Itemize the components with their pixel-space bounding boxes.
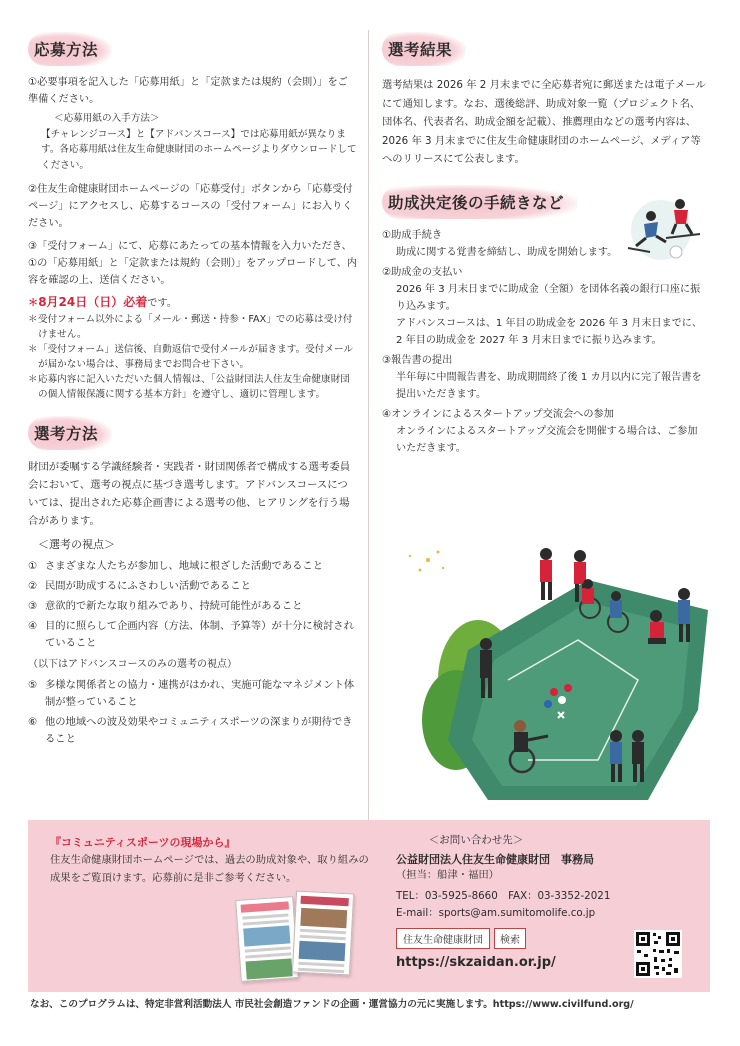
search-input[interactable]: 住友生命健康財団 — [396, 928, 490, 949]
winter-sports-illustration — [606, 182, 716, 262]
bottom-note: なお、このプログラムは、特定非営利活動法人 市民社会創造ファンドの企画・運営協力の元に実施します。https://www.civilfund.org/ — [30, 999, 634, 1010]
note-item: ＊ 応募内容に記入いただいた個人情報は、「公益財団法人住友生命健康財団の個人情報保護に関する基本方針」を遵守し、適切に管理します。 — [28, 374, 350, 400]
community-title: 『コミュニティスポーツの現場から』 — [50, 836, 236, 849]
criteria-item: ⑤ 多様な関係者との協力・連携がはかれ、実施可能なマネジメント体制が整っていること — [28, 679, 355, 708]
selection-heading: 選考方法 — [28, 416, 112, 450]
after-item-text: オンラインによるスタートアップ交流会を開催する場合は、ご参加いただきます。 — [396, 425, 698, 454]
apply-step-3: ③「受付フォーム」にて、応募にあたっての基本情報を入力いただき、①の「応募用紙」と「定款または規約（会則）」をアップロードして、内容を確認の上、送信ください。 — [28, 241, 358, 286]
website-link[interactable]: https://skzaidan.or.jp/ — [396, 955, 556, 970]
left-column — [28, 32, 358, 751]
criteria-list — [28, 558, 358, 748]
criteria-item: ③ 意欲的で新たな取り組みであり、持続可能性があること — [28, 600, 303, 612]
report-thumbnail — [292, 891, 354, 976]
criteria-item: ② 民間が助成するにふさわしい活動であること — [28, 580, 251, 592]
search-button[interactable]: 検索 — [494, 928, 526, 949]
results-heading: 選考結果 — [382, 32, 466, 66]
report-thumbnail — [235, 896, 299, 982]
deadline — [28, 294, 358, 312]
after-item-text: 助成に関する覚書を締結し、助成を開始します。 — [396, 246, 618, 258]
after-item-title: ①助成手続き — [382, 229, 443, 241]
apply-step-1: ①必要事項を記入した「応募用紙」と「定款または規約（会則）」をご準備ください。 — [28, 77, 348, 105]
note-item: ＊ 受付フォーム以外による「メール・郵送・持参・FAX」での応募は受け付けません。 — [28, 314, 353, 340]
after-heading: 助成決定後の手続きなど — [382, 185, 578, 219]
deadline-date: 8月24日（日）必着 — [38, 295, 148, 309]
after-item-title: ②助成金の支払い — [382, 266, 463, 278]
column-divider — [368, 30, 369, 820]
apply-step-2: ②住友生命健康財団ホームページの「応募受付」ボタンから「応募受付ページ」にアクセスし、応募するコースの「受付フォーム」にお入りください。 — [28, 184, 353, 229]
how-to-get-text: 【チャレンジコース】と【アドバンスコース】では応募用紙が異なります。各応募用紙は住友生命健康財団のホームページよりダウンロードしてください。 — [41, 128, 357, 171]
contact-person: （担当：船津・福田） — [396, 869, 499, 881]
selection-text: 財団が委嘱する学識経験者・実践者・財団関係者で構成する選考委員会において、選考の視点に基づき選考します。アドバンスコースについては、提出された応募企画書による選考の他、ヒアリングを行う場合があります。 — [28, 461, 351, 527]
criteria-item: ① さまざまな人たちが参加し、地域に根ざした活動であること — [28, 560, 324, 572]
report-thumbnails — [238, 892, 358, 984]
apply-heading: 応募方法 — [28, 32, 112, 66]
note-item: ＊ 「受付フォーム」送信後、自動返信で受付メールが届きます。受付メールが届かない場合は、事務局までお問合せ下さい。 — [28, 344, 353, 370]
after-item-title: ④オンラインによるスタートアップ交流会への参加 — [382, 408, 614, 420]
deadline-prefix: ＊ — [28, 298, 39, 309]
community-text: 住友生命健康財団ホームページでは、過去の助成対象や、取り組みの成果をご覧頂けます。応募前に是非ご参考ください。 — [50, 854, 369, 884]
after-item-title: ③報告書の提出 — [382, 354, 453, 366]
criteria-title: ＜選考の視点＞ — [38, 538, 115, 551]
footer-box — [28, 820, 710, 992]
criteria-item: ⑥ 他の地域への波及効果やコミュニティスポーツの深まりが期待できること — [28, 716, 353, 745]
community-section — [50, 834, 370, 887]
after-item-text: 半年毎に中間報告書を、助成期間終了後 1 カ月以内に完了報告書を提出いただきます。 — [396, 371, 702, 400]
how-to-get-title: ＜応募用紙の入手方法＞ — [54, 113, 160, 124]
boccia-illustration — [398, 540, 710, 810]
contact-org: 公益財団法人住友生命健康財団 事務局 — [396, 853, 594, 866]
contact-title: ＜お問い合わせ先＞ — [428, 834, 524, 846]
advance-note: （以下はアドバンスコースのみの選考の視点） — [28, 659, 237, 670]
results-text: 選考結果は 2026 年 2 月末までに全応募者宛に郵送または電子メールにて通知します。なお、選後総評、助成対象一覧（プロジェクト名、団体名、代表者名、助成金額を記載）、推薦理由などの選考内容は、2026 年 3 月末までに住友生命健康財団のホームページ、メディア等へのリリースにて公表します。 — [382, 79, 706, 165]
deadline-suffix: です。 — [147, 298, 177, 309]
qr-code-icon[interactable] — [634, 930, 682, 978]
contact-email[interactable]: E-mail：sports@am.sumitomolife.co.jp — [396, 907, 596, 919]
contact-tel-fax: TEL：03-5925-8660 FAX：03-3352-2021 — [396, 890, 611, 902]
criteria-item: ④ 目的に照らして企画内容（方法、体制、予算等）が十分に検討されていること — [28, 620, 354, 649]
apply-steps — [28, 74, 358, 402]
after-item-text: アドバンスコースは、1 年目の助成金を 2026 年 3 月末日までに、2 年目の助成金を 2027 年 3 月末日までに振り込みます。 — [396, 317, 702, 346]
after-item-text: 2026 年 3 月末日までに助成金（全額）を団体名義の銀行口座に振り込みます。 — [396, 283, 701, 312]
